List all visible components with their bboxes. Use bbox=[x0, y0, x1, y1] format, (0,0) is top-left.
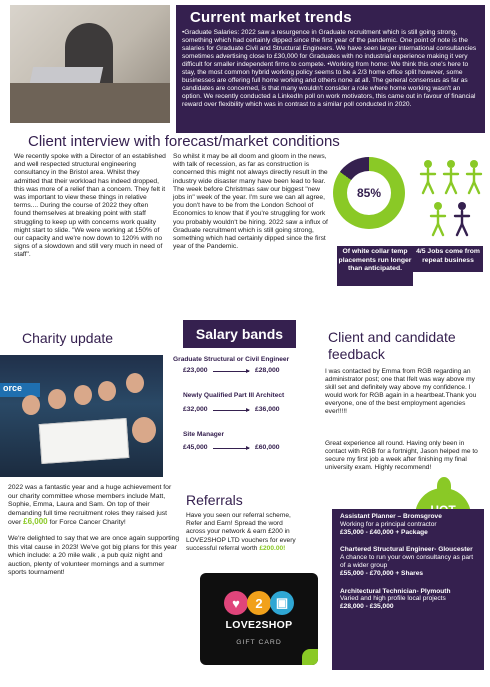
referrals-title: Referrals bbox=[186, 492, 243, 508]
feedback-title: Client and candidate feedback bbox=[328, 329, 456, 362]
person-face bbox=[48, 389, 66, 409]
charity-cheque bbox=[39, 418, 130, 464]
market-trends-text: •Graduate Salaries: 2022 saw a resurgence in Graduate recruitment which is still going strong, something which had certainly dipped since the first year of the pandemic. One point of note is the salaries for Graduate Civil and Structural Engineers. We have seen larger international consultancies sometimes advertising close to £30,000 for Graduates with no industrial experience making it very difficult for smaller independent firms to compete. •Working from home: We think this one's here to stay, the most common hybrid working policy seems to be a 2/3 home office split however, some businesses are offering full home working and others none at all. The general consensus as far as candidates are concerned, is that many wouldn't consider a role where home working wasn't an option. We recently conducted a LinkedIn poll on work motivators, this came out in favour of financial reward over flexibility which was in contrast to a similar poll conducted in 2020. bbox=[182, 29, 477, 108]
person-icon bbox=[455, 202, 469, 235]
job-description: Working for a principal contractor bbox=[340, 520, 437, 528]
salary-from-2: £45,000 bbox=[183, 444, 208, 451]
percent-label: 85% bbox=[347, 171, 391, 215]
client-interview-col1: We recently spoke with a Director of an established and well respected structural engineering consultancy in the Bristol area. Whilst they admitted that their workload has indeed dropped, this was more of a relief than a concern. They felt it was important to view these things in relative terms.... During the course of 2022 they often found themselves at breaking point with staff struggling to keep up with concerns work quality might start to slide. "We were working at 150% of our capacity and we're now down to 120% with no signs of a slowdown and still very much in need of staff". bbox=[14, 153, 166, 259]
salary-from-0: £23,000 bbox=[183, 367, 208, 374]
card-brand: LOVE2SHOP bbox=[225, 619, 293, 631]
salary-arrow-icon bbox=[213, 448, 249, 449]
hot-jobs-list bbox=[332, 509, 484, 670]
charity-photo bbox=[0, 355, 163, 477]
heart-icon: ♥ bbox=[224, 591, 248, 615]
salary-from-1: £32,000 bbox=[183, 406, 208, 413]
salary-role-2: Site Manager bbox=[183, 431, 225, 438]
job-title: Chartered Structural Engineer- Gloucester bbox=[340, 546, 473, 554]
salary-arrow-icon bbox=[213, 410, 249, 411]
person-face bbox=[22, 395, 40, 415]
people-icons bbox=[418, 158, 488, 240]
stat-temp-placements: Of white collar temp placements run longer than anticipated. bbox=[337, 246, 413, 286]
job-title: Architectural Technician- Plymouth bbox=[340, 587, 451, 595]
market-trends-panel bbox=[176, 5, 485, 133]
feedback-quote-2: Great experience all round. Having only been in contact with RGB for a fortnight, Jason helped me to secure my first job a week after finishing my final university exam. Highly recommend! bbox=[325, 440, 478, 472]
referrals-amount: £200.00! bbox=[259, 544, 286, 552]
referrals-body: Have you seen our referral scheme, Refer and Earn! Spread the word across your network & earn £200 in LOVE2SHOP LTD vouchers for every successful referral worth bbox=[186, 512, 296, 552]
feedback-quote-1: I was contacted by Emma from RGB regarding an administrator post; one that Ifelt was way above my skill set and definitely way above my confidence. I would work for RGB again in a heartbeat.Thank you everyone, one of the best employment agencies ever!!!!! bbox=[325, 368, 477, 416]
salary-row-1 bbox=[183, 406, 301, 413]
salary-arrow-icon bbox=[213, 371, 249, 372]
desk-shape bbox=[10, 83, 170, 123]
person-face bbox=[126, 373, 144, 393]
salary-to-0: £28,000 bbox=[255, 367, 280, 374]
salary-row-0 bbox=[183, 367, 301, 374]
card-label: GIFT CARD bbox=[236, 639, 282, 646]
job-description: Varied and high profile local projects bbox=[340, 595, 446, 603]
job-item[interactable] bbox=[340, 513, 476, 536]
client-interview-col2: So whilst it may be all doom and gloom in the news, with talk of recession, as far as construction is concerned this might not always directly result in the industry wide disaster many have been lead to fear. The week before Christmas saw our biggest "new jobs in" week of the year. I'm sure we can all agree, you don't have to be from the London School of Economics to know that if you're struggling for work you probably wouldn't be hiring. 2022 saw a influx of Graduate recruitment which is still going strong, something which had certainly dipped since the first year of the Pandemic. bbox=[173, 153, 328, 251]
charity-title: Charity update bbox=[22, 330, 114, 346]
person-icon bbox=[421, 160, 435, 193]
charity-paragraph-1-end: for Force Cancer Charity! bbox=[49, 519, 126, 527]
market-trends-title: Current market trends bbox=[190, 9, 352, 26]
person-face bbox=[74, 385, 92, 405]
job-description: A chance to run your own consultancy as part of a wider group bbox=[340, 554, 474, 569]
person-face bbox=[132, 417, 156, 443]
flame-icon bbox=[437, 477, 451, 495]
person-face bbox=[98, 381, 116, 401]
job-salary: £55,000 - £70,000 + Shares bbox=[340, 569, 424, 577]
love2shop-gift-card bbox=[200, 573, 318, 665]
charity-amount: £6,000 bbox=[23, 517, 48, 527]
person-icon bbox=[467, 160, 481, 193]
job-item[interactable] bbox=[340, 588, 476, 611]
salary-to-1: £36,000 bbox=[255, 406, 280, 413]
salary-row-2 bbox=[183, 444, 301, 451]
job-salary: £28,000 - £35,000 bbox=[340, 603, 394, 611]
referrals-text bbox=[186, 512, 296, 553]
person-icon bbox=[431, 202, 445, 235]
job-title: Assistant Planner – Bromsgrove bbox=[340, 513, 442, 520]
charity-paragraph-1: 2022 was a fantastic year and a huge achievement for our charity committee whose members include Matt, Sophie, Emma, Laura and Sam. On top of their demanding full time recruitment roles they raised just over bbox=[8, 484, 172, 527]
person-icon bbox=[444, 160, 458, 193]
stat-repeat-business: 4/5 Jobs come from repeat business bbox=[413, 246, 483, 272]
client-interview-title: Client interview with forecast/market conditions bbox=[28, 133, 340, 150]
bag-icon: ▣ bbox=[270, 591, 294, 615]
charity-paragraph-2: We're delighted to say that we are once again supporting this vital cause in 2023! We've got big plans for this year which include: a 20 mile walk , a pub quiz night and auction, plenty of volunteer mornings and a summer sports tournament! bbox=[8, 534, 180, 577]
office-photo bbox=[10, 5, 170, 123]
salary-to-2: £60,000 bbox=[255, 444, 280, 451]
salary-role-1: Newly Qualified Part III Architect bbox=[183, 392, 285, 399]
force-sign: orce bbox=[0, 383, 40, 397]
job-salary: £35,000 - £40,000 + Package bbox=[340, 528, 428, 536]
salary-role-0: Graduate Structural or Civil Engineer bbox=[173, 356, 290, 363]
job-item[interactable] bbox=[340, 546, 476, 577]
percent-donut bbox=[333, 157, 405, 229]
card-number-2: 2 bbox=[247, 591, 271, 615]
card-corner-icon bbox=[302, 649, 318, 665]
charity-text bbox=[8, 484, 180, 585]
salary-bands-title: Salary bands bbox=[183, 320, 296, 348]
